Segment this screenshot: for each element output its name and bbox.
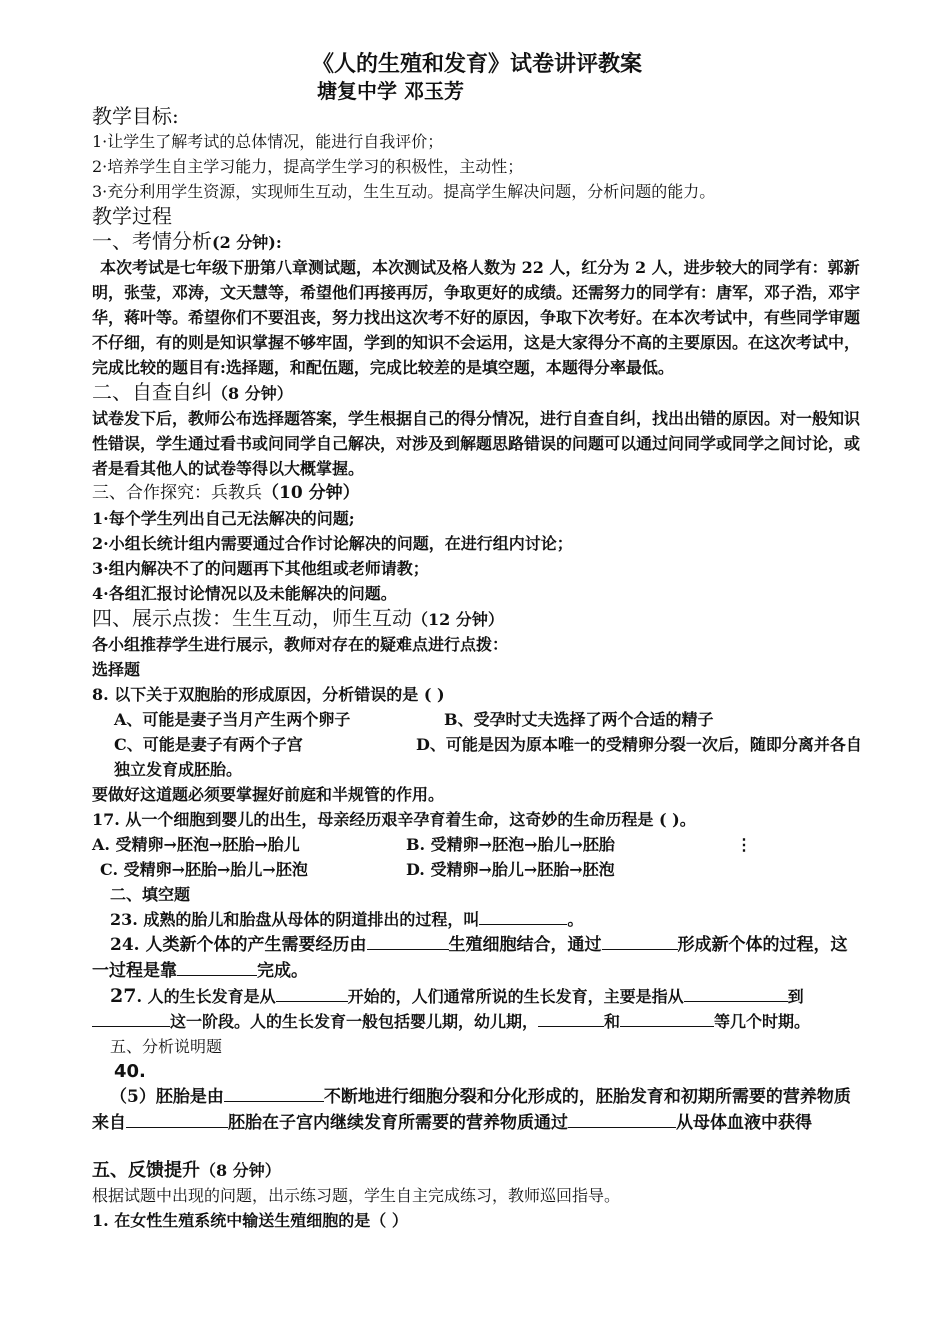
q40-part: （5）胚胎是由	[110, 1087, 224, 1107]
q24-blank[interactable]	[367, 932, 449, 950]
goal-item: 3·充分利用学生资源，实现师生互动，生生互动。提高学生解决问题，分析问题的能力。	[92, 182, 716, 201]
section-3-item: 1·每个学生列出自己无法解决的问题;	[92, 509, 355, 528]
q8-note: 要做好这道题必须要掌握好前庭和半规管的作用。	[92, 785, 445, 804]
q8-options-cd	[92, 732, 862, 782]
q27-blank[interactable]	[684, 984, 788, 1002]
q27-part: 和	[604, 1012, 621, 1031]
q40-part: 不断地进行细胞分裂和分化形成的，胚胎发育和初期所需要的营养物质来自	[92, 1087, 851, 1133]
q40-part: 胚胎在子宫内继续发育所需要的营养物质通过	[228, 1113, 568, 1133]
q8-option-d: D、可能是因为原本唯一的受精卵分裂一次后，随即分离并各自独立发育成胚胎。	[114, 735, 862, 779]
q23-text: 23. 成熟的胎儿和胎盘从母体的阴道排出的过程，叫	[110, 910, 480, 929]
section-5-text: 根据试题中出现的问题，出示练习题，学生自主完成练习，教师巡回指导。	[92, 1186, 621, 1205]
q27-blank[interactable]	[92, 1009, 170, 1027]
q40-blank[interactable]	[126, 1110, 228, 1128]
section-2-text: 试卷发下后，教师公布选择题答案，学生根据自己的得分情况，进行自查自纠，找出出错的原因。对一般知识性错误，学生通过看书或问同学自己解决，对涉及到解题思路错误的问题可以通过问同学或同学之间讨论，或者是看其他人的试卷等得以大概掌握。	[92, 409, 861, 478]
q8-option-a: A、可能是妻子当月产生两个卵子	[114, 710, 351, 729]
section-3-time: （10 分钟）	[262, 483, 360, 503]
q23-end: 。	[567, 910, 584, 929]
q17-option-d: D. 受精卵→胎儿→胚胎→胚泡	[406, 860, 615, 879]
q23	[92, 907, 862, 932]
q24-blank[interactable]	[602, 932, 678, 950]
section-4-time: （12 分钟）	[412, 610, 504, 629]
section-3-title: 三、合作探究：兵教兵	[92, 483, 262, 503]
q40-blank[interactable]	[568, 1110, 676, 1128]
q17-options-cd	[92, 857, 862, 882]
q8-options-ab	[92, 707, 862, 732]
q24-part: 24. 人类新个体的产生需要经历由	[110, 935, 367, 955]
q40-number: 40.	[114, 1061, 146, 1082]
section-3-heading	[92, 481, 862, 506]
q27-blank[interactable]	[538, 1009, 604, 1027]
section-1-heading	[92, 229, 862, 255]
section-5-heading	[92, 1158, 862, 1183]
section-3-item: 4·各组汇报讨论情况以及未能解决的问题。	[92, 584, 397, 603]
document-page	[92, 50, 862, 1233]
q24	[92, 932, 862, 984]
q8-option-c: C、可能是妻子有两个子宫	[114, 735, 303, 754]
q24-part: 生殖细胞结合，通过	[448, 935, 602, 955]
q17-option-b: B. 受精卵→胚泡→胎儿→胚胎	[406, 835, 615, 854]
q27-blank[interactable]	[620, 1009, 714, 1027]
section-1-text: 本次考试是七年级下册第八章测试题，本次测试及格人数为 22 人，红分为 2 人，进步较大的同学有：郭新明，张莹，邓涛，文天慧等，希望他们再接再厉，争取更好的成绩。还需努力的同学有：唐军，邓子浩，邓宇华，蒋叶等。希望你们不要沮丧，努力找出这次考不好的原因，争取下次考好。在本次考试中，有些同学审题不仔细，有的则是知识掌握不够牢固，学到的知识不会运用，这是大家得分不高的主要原因。在这次考试中，完成比较的题目有:选择题，和配伍题，完成比较差的是填空题，本题得分率最低。	[92, 258, 861, 377]
q17-options-ab	[92, 832, 862, 857]
q40	[92, 1084, 862, 1136]
q27-blank[interactable]	[276, 984, 348, 1002]
section-3-item: 3·组内解决不了的问题再下其他组或老师请教；	[92, 559, 429, 578]
q17-option-c: C. 受精卵→胚胎→胎儿→胚泡	[100, 860, 308, 879]
q27-part: 这一阶段。人的生长发育一般包括婴儿期，幼儿期，	[170, 1012, 539, 1031]
spacer	[92, 1136, 862, 1158]
section-2-title: 二、自查自纠	[92, 380, 212, 404]
q27-number: 27	[110, 985, 137, 1007]
q27-part: 等几个时期。	[714, 1012, 811, 1031]
q40-part: 从母体血液中获得	[676, 1113, 812, 1133]
goal-item: 1·让学生了解考试的总体情况，能进行自我评价；	[92, 132, 444, 151]
q17-option-a: A. 受精卵→胚泡→胚胎→胎儿	[92, 835, 300, 854]
q23-blank[interactable]	[479, 907, 567, 925]
section-5-title: 五、反馈提升	[92, 1160, 200, 1181]
q27-part: 到	[787, 987, 804, 1006]
q8-option-b: B、受孕时丈夫选择了两个合适的精子	[444, 710, 714, 729]
section-2-time: （8 分钟）	[212, 384, 293, 403]
process-heading: 教学过程	[92, 204, 172, 228]
section-4-title: 四、展示点拨：生生互动，师生互动	[92, 606, 412, 630]
q17-stem: 17. 从一个细胞到婴儿的出生，母亲经历艰辛孕育着生命，这奇妙的生命历程是 ( )。	[92, 810, 696, 829]
q24-part: 完成。	[257, 961, 308, 981]
document-title: 《人的生殖和发育》试卷讲评教案	[311, 51, 642, 77]
section-1-title: 一、考情分析	[92, 229, 212, 253]
section-2-heading	[92, 380, 862, 406]
document-author: 塘复中学 邓玉芳	[317, 79, 464, 103]
q27	[92, 984, 862, 1034]
goals-heading: 教学目标:	[92, 104, 179, 128]
q17-colon: ⋮	[736, 835, 752, 854]
q40-blank[interactable]	[224, 1084, 324, 1102]
analysis-label: 五、分析说明题	[110, 1037, 223, 1056]
q24-blank[interactable]	[177, 958, 257, 976]
section-5-time: （8 分钟）	[200, 1161, 281, 1180]
q24-part: 形成新个体的过程，这一过程是靠	[92, 935, 848, 981]
q8-stem: 8. 以下关于双胞胎的形成原因，分析错误的是 ( )	[92, 685, 445, 704]
goal-item: 2·培养学生自主学习能力，提高学生学习的积极性，主动性；	[92, 157, 524, 176]
fill-label: 二、填空题	[110, 885, 191, 904]
choice-label: 选择题	[92, 660, 141, 679]
section-4-intro: 各小组推荐学生进行展示，教师对存在的疑难点进行点拨：	[92, 635, 509, 654]
section-1-time: (2 分钟):	[212, 233, 282, 252]
section-4-heading	[92, 606, 862, 632]
section-3-item: 2·小组长统计组内需要通过合作讨论解决的问题，在进行组内讨论；	[92, 534, 573, 553]
section-5-q1: 1. 在女性生殖系统中输送生殖细胞的是（ ）	[92, 1211, 408, 1230]
q27-part: . 人的生长发育是从	[136, 987, 276, 1006]
q27-part: 开始的，人们通常所说的生长发育，主要是指从	[347, 987, 684, 1006]
